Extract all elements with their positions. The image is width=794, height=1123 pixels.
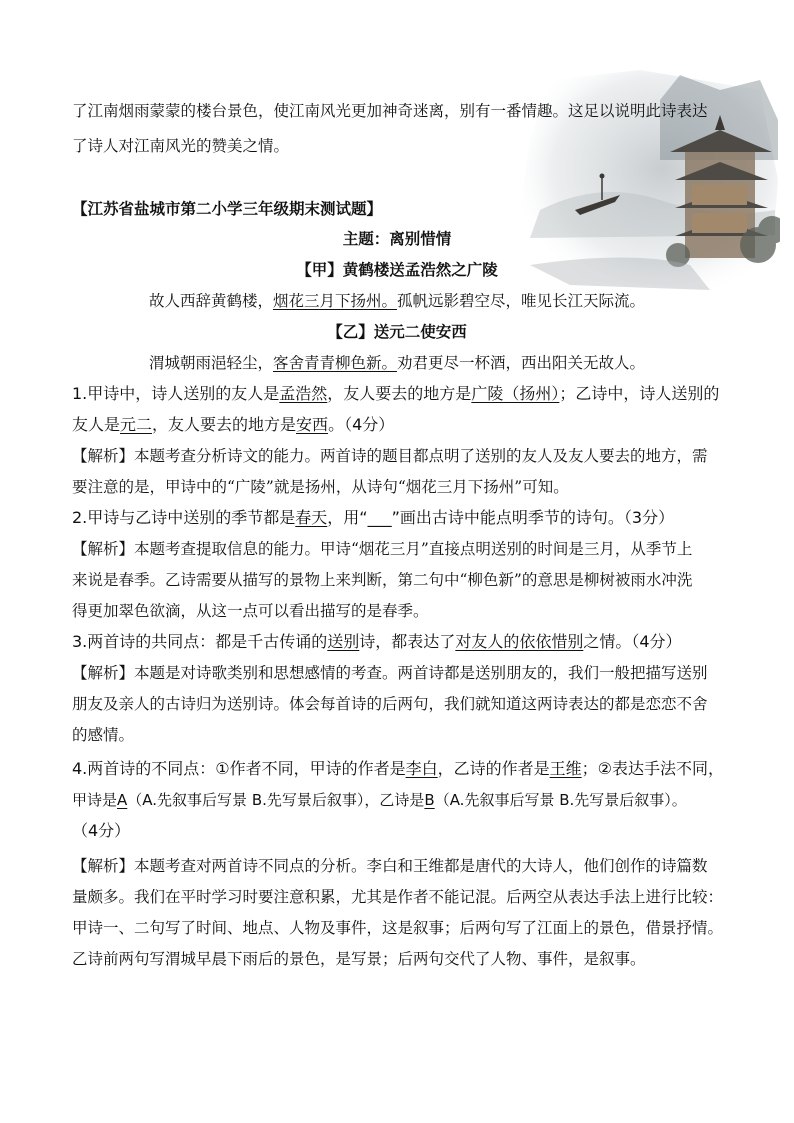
q2-text: ，用“ bbox=[327, 508, 368, 527]
q2-text: ”画出古诗中能点明季节的诗句。（3分） bbox=[391, 508, 675, 527]
q4-line-2 bbox=[72, 789, 687, 811]
q3-analysis-1: 【解析】本题是对诗歌类别和思想感情的考查。两首诗都是送别朋友的，我们一般把描写送别 bbox=[72, 664, 708, 682]
q1-text: 。（4分） bbox=[328, 415, 395, 434]
q2-text: 2.甲诗与乙诗中送别的季节都是 bbox=[72, 508, 296, 527]
q1-text: 1.甲诗中，诗人送别的友人是 bbox=[72, 384, 280, 403]
q3-text: 3.两首诗的共同点：都是千古传诵的 bbox=[72, 632, 328, 651]
q1-answer-friend-b: 元二 bbox=[120, 415, 153, 434]
q4-text: （A.先叙事后写景 B.先写景后叙事），乙诗是 bbox=[127, 791, 425, 809]
q4-analysis-3: 甲诗一、二句写了时间、地点、人物及事件，这是叙事；后两句写了江面上的景色，借景抒情。 bbox=[72, 919, 724, 937]
q1-text: 友人是 bbox=[72, 415, 121, 434]
poem-b-title: 【乙】送元二使安西 bbox=[327, 323, 467, 341]
q3-answer-feeling: 对友人的依依惜别 bbox=[455, 632, 584, 651]
q4-text: 4.两首诗的不同点：①作者不同，甲诗的作者是 bbox=[72, 759, 406, 778]
poem-a-text bbox=[0, 290, 794, 312]
q1-text: ，友人要去的地方是 bbox=[152, 415, 297, 434]
q3-analysis-2: 朋友及亲人的古诗归为送别诗。体会每首诗的后两句，我们就知道这两诗表达的都是恋恋不舍 bbox=[72, 695, 708, 713]
q4-text: （A.先叙事后写景 B.先写景后叙事）。 bbox=[434, 791, 687, 809]
q3-line-1 bbox=[72, 631, 682, 653]
section-title: 【江苏省盐城市第二小学三年级期末测试题】 bbox=[72, 200, 383, 218]
q4-answer-method-b: B bbox=[424, 791, 435, 809]
q1-line-2 bbox=[72, 414, 394, 436]
q4-answer-author-a: 李白 bbox=[405, 759, 438, 778]
q4-answer-method-a: A bbox=[117, 791, 128, 809]
q4-answer-author-b: 王维 bbox=[549, 759, 582, 778]
q2-blank: ___ bbox=[367, 508, 392, 527]
q1-answer-place-b: 安西 bbox=[296, 415, 329, 434]
intro-line-2: 了诗人对江南风光的赞美之情。 bbox=[72, 137, 290, 155]
poem-b-line-1: 渭城朝雨浥轻尘， bbox=[148, 354, 273, 372]
q1-text: ；乙诗中，诗人送别的 bbox=[559, 384, 720, 403]
poem-a-title: 【甲】黄鹤楼送孟浩然之广陵 bbox=[296, 261, 498, 279]
q4-text: 甲诗是 bbox=[72, 791, 118, 809]
intro-line-1: 了江南烟雨蒙蒙的楼台景色，使江南风光更加神奇迷离，别有一番情趣。这足以说明此诗表达 bbox=[72, 102, 708, 120]
q4-analysis-4: 乙诗前两句写渭城早晨下雨后的景色，是写景；后两句交代了人物、事件，是叙事。 bbox=[72, 950, 646, 968]
q3-text: 诗，都表达了 bbox=[359, 632, 456, 651]
q1-answer-place-a: 广陵（扬州） bbox=[471, 384, 560, 403]
q4-score: （4分） bbox=[72, 821, 131, 840]
q1-analysis-1: 【解析】本题考查分析诗文的能力。两首诗的题目都点明了送别的友人及友人要去的地方，需 bbox=[72, 447, 708, 465]
q4-text: ；②表达手法不同， bbox=[581, 759, 725, 778]
q2-analysis-1: 【解析】本题考查提取信息的能力。甲诗“烟花三月”直接点明送别的时间是三月，从季节上 bbox=[72, 540, 693, 558]
poem-b-line-2-underlined: 客舍青青柳色新。 bbox=[272, 354, 397, 372]
q1-answer-friend-a: 孟浩然 bbox=[279, 384, 328, 403]
q2-answer-season: 春天 bbox=[295, 508, 328, 527]
q1-line-1 bbox=[72, 383, 719, 405]
poem-b-text bbox=[0, 352, 794, 374]
theme-heading: 主题：离别惜情 bbox=[342, 230, 452, 248]
q4-analysis-2: 量颇多。我们在平时学习时要注意积累，尤其是作者不能记混。后两空从表达手法上进行比较： bbox=[72, 888, 724, 906]
poem-a-line-2-underlined: 烟花三月下扬州。 bbox=[272, 292, 397, 310]
poem-a-line-1: 故人西辞黄鹤楼， bbox=[148, 292, 273, 310]
q1-text: ，友人要去的地方是 bbox=[327, 384, 472, 403]
q4-analysis-1: 【解析】本题考查对两首诗不同点的分析。李白和王维都是唐代的大诗人，他们创作的诗篇数 bbox=[72, 857, 708, 875]
q2-analysis-3: 得更加翠色欲滴，从这一点可以看出描写的是春季。 bbox=[72, 602, 429, 620]
poem-a-line-3: 孤帆远影碧空尽，唯见长江天际流。 bbox=[397, 292, 646, 310]
q3-analysis-3: 的感情。 bbox=[72, 726, 135, 744]
q3-answer-type: 送别 bbox=[327, 632, 360, 651]
q4-text: ，乙诗的作者是 bbox=[437, 759, 550, 778]
q1-analysis-2: 要注意的是，甲诗中的“广陵”就是扬州，从诗句“烟花三月下扬州”可知。 bbox=[72, 478, 569, 496]
q4-line-1 bbox=[72, 758, 724, 780]
q3-text: 之情。（4分） bbox=[583, 632, 682, 651]
q2-analysis-2: 来说是春季。乙诗需要从描写的景物上来判断，第二句中“柳色新”的意思是柳树被雨水冲洗 bbox=[72, 571, 693, 589]
q2-line-1 bbox=[72, 507, 674, 529]
poem-b-line-3: 劝君更尽一杯酒，西出阳关无故人。 bbox=[397, 354, 646, 372]
